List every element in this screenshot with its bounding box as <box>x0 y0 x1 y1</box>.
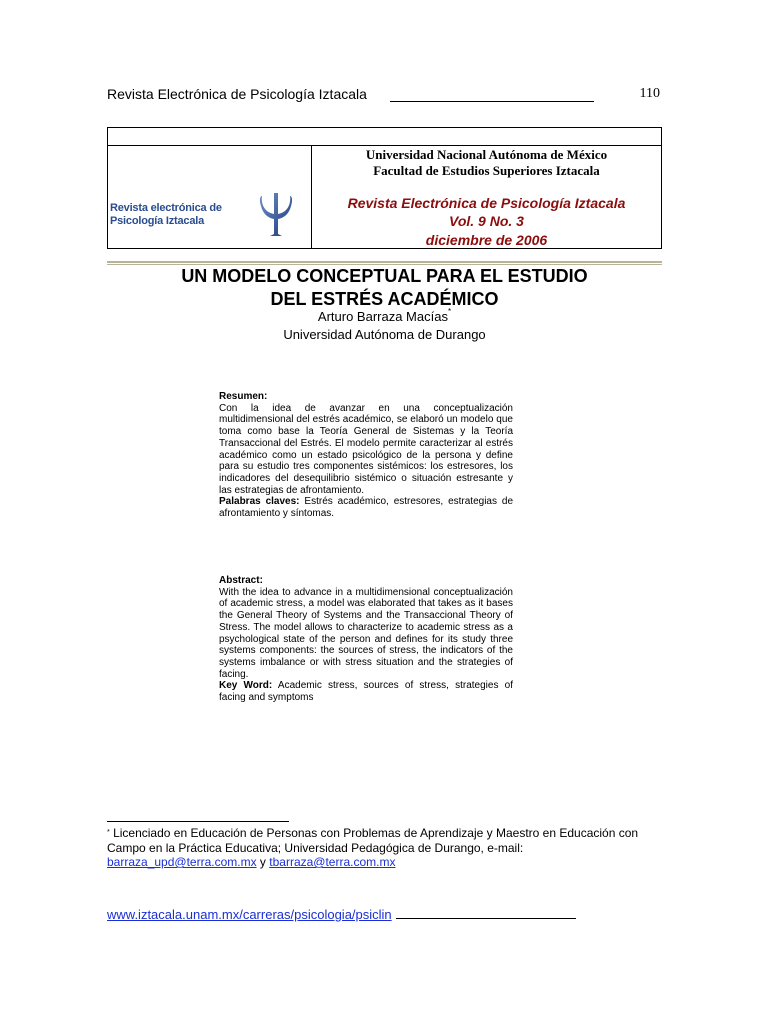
abstract-text: With the idea to advance in a multidimensional conceptualización of academic stress, a model was elaborated that takes as it bases the General Theory of Systems and the Transaccional Theory of Stress. The model allows to characterize to academic stress as a psychological state of the person and defines for its study three systems components: the sources of stress, the indicators of the systems imbalance or with stress situation and the strategies of facing. <box>219 586 513 680</box>
journal-logo-text <box>110 202 222 228</box>
resumen-keywords <box>219 496 513 519</box>
header-rule <box>390 101 594 102</box>
university-name: Universidad Nacional Autónoma de México <box>365 147 608 162</box>
footnote-conjunction: y <box>259 855 266 869</box>
running-header <box>107 86 662 106</box>
email-link-1[interactable]: barraza_upd@terra.com.mx <box>107 855 257 869</box>
author-footnote-mark: * <box>447 307 452 316</box>
footnote-text: Licenciado en Educación de Personas con Problemas de Aprendizaje y Maestro en Educación con Campo en la Práctica Educativa; Universidad Pedagógica de Durango, e-mail: <box>107 826 639 855</box>
footnote-rule <box>107 821 289 822</box>
author-name: Arturo Barraza Macías <box>317 309 448 324</box>
abstract-keywords-label: Key Word: <box>219 680 273 692</box>
journal-name: Revista Electrónica de Psicología Iztacala <box>347 195 626 211</box>
abstract-keywords-text: Academic stress, sources of stress, strategies of facing and symptoms <box>219 680 513 704</box>
author-line <box>107 309 662 324</box>
abstract-keywords <box>219 680 513 703</box>
resumen-text: Con la idea de avanzar en una conceptualización multidimensional del estrés académico, se elaboró un modelo que toma como base la Teoría General de Sistemas y la Teoría Transaccional del Estrés. El modelo permite caracterizar al estrés académico como un estado psicológico de la persona y define para su estudio tres componentes sistémicos: los estresores, los indicadores del desequilibrio sistémico o situación estresante y las estrategias de afrontamiento. <box>219 402 513 496</box>
masthead-info-cell <box>312 146 661 248</box>
article-title-line-2: DEL ESTRÉS ACADÉMICO <box>270 289 499 309</box>
masthead-table <box>107 127 662 249</box>
page-footer <box>107 906 667 922</box>
resumen-heading: Resumen: <box>219 391 268 402</box>
masthead-top-row <box>108 128 661 146</box>
psi-icon <box>258 190 294 240</box>
article-title-line-1: UN MODELO CONCEPTUAL PARA EL ESTUDIO <box>181 266 588 286</box>
running-header-journal: Revista Electrónica de Psicología Iztacala <box>107 86 367 102</box>
resumen-section <box>219 391 513 520</box>
volume-number: Vol. 9 No. 3 <box>449 213 524 229</box>
resumen-keywords-label: Palabras claves: <box>219 496 300 508</box>
resumen-keywords-text: Estrés académico, estresores, estrategias de afrontamiento y síntomas. <box>219 496 514 520</box>
abstract-heading: Abstract: <box>219 575 263 586</box>
title-rule-thick <box>107 261 662 263</box>
logo-line-1: Revista electrónica de <box>110 202 222 214</box>
issue-date: diciembre de 2006 <box>425 232 548 248</box>
footer-rule <box>396 906 576 919</box>
masthead-logo-cell <box>108 146 312 248</box>
footer-url-link[interactable]: www.iztacala.unam.mx/carreras/psicologia/psiclin <box>107 907 392 922</box>
footnote-mark: * <box>107 829 110 836</box>
abstract-section <box>219 575 513 704</box>
footnote <box>107 826 667 870</box>
faculty-name: Facultad de Estudios Superiores Iztacala <box>373 163 600 178</box>
email-link-2[interactable]: tbarraza@terra.com.mx <box>269 855 396 869</box>
logo-line-2: Psicología Iztacala <box>110 215 205 227</box>
page-number: 110 <box>639 86 660 101</box>
author-affiliation: Universidad Autónoma de Durango <box>283 327 486 342</box>
title-rule-thin <box>107 264 662 265</box>
